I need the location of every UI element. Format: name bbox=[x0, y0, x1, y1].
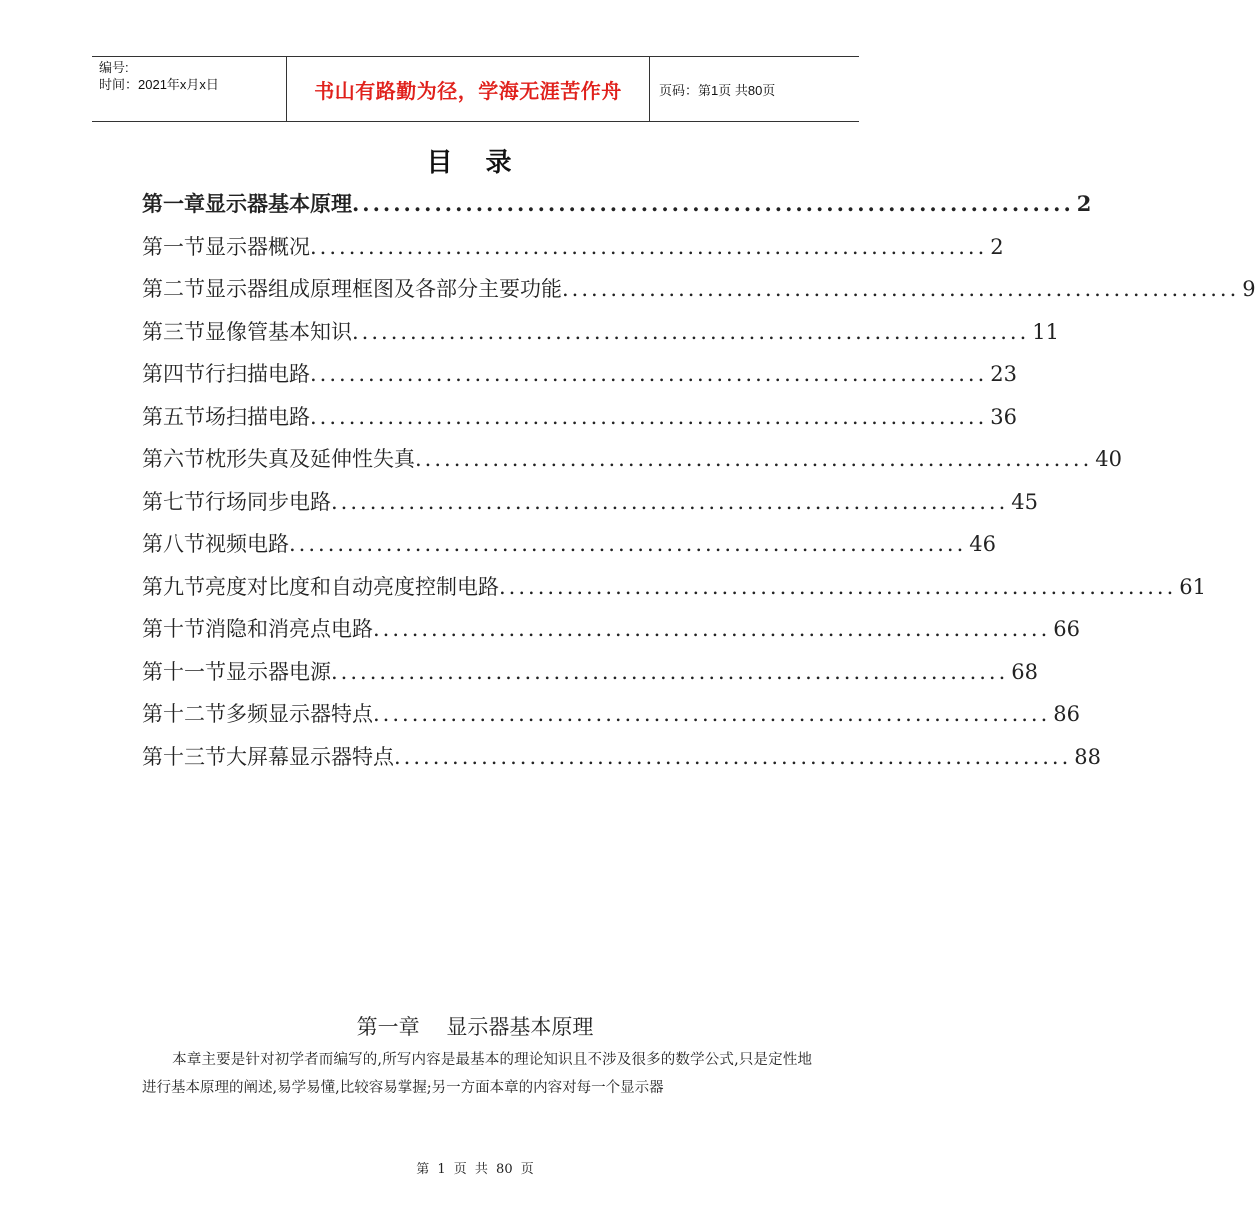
toc-entry[interactable] bbox=[142, 613, 1081, 656]
toc-entry-page: 45 bbox=[1011, 489, 1039, 514]
toc-entry-section: 第七节 bbox=[142, 489, 205, 514]
toc-entry-section: 第一章 bbox=[142, 191, 205, 216]
toc-leader-dots: ...................................................................... bbox=[310, 362, 988, 386]
toc-entry-title: 亮度对比度和自动亮度控制电路 bbox=[205, 574, 499, 599]
toc-entry-page: 68 bbox=[1011, 659, 1039, 684]
header-motto: 书山有路勤为径，学海无涯苦作舟 bbox=[287, 57, 650, 121]
toc-entry-title: 枕形失真及延伸性失真 bbox=[205, 447, 415, 471]
toc-entry[interactable] bbox=[142, 443, 1123, 486]
toc-leader-dots: ...................................................................... bbox=[499, 574, 1177, 599]
toc-leader-dots: ...................................................................... bbox=[331, 489, 1009, 514]
toc-chapter-entry[interactable] bbox=[142, 188, 1092, 231]
toc-entry-section: 第一节 bbox=[142, 234, 205, 259]
toc-entry[interactable] bbox=[142, 656, 1039, 699]
document-number-label: 编号: bbox=[99, 60, 129, 75]
header-page-info: 页码：第1页 共80页 bbox=[659, 82, 776, 98]
toc-leader-dots: ...................................................................... bbox=[394, 744, 1072, 769]
toc-entry-title: 显示器基本原理 bbox=[205, 191, 352, 216]
toc-entry-section: 第四节 bbox=[142, 362, 205, 386]
toc-entry-title: 显示器概况 bbox=[205, 234, 310, 259]
toc-entry[interactable] bbox=[142, 401, 1018, 444]
toc-entry-page: 40 bbox=[1095, 447, 1123, 471]
toc-entry-page: 88 bbox=[1074, 744, 1102, 769]
toc-leader-dots: ...................................................................... bbox=[289, 532, 967, 556]
toc-leader-dots: ...................................................................... bbox=[373, 702, 1051, 726]
toc-entry[interactable] bbox=[142, 571, 1207, 614]
toc-leader-dots: ...................................................................... bbox=[373, 617, 1051, 641]
toc-entry-title: 行场同步电路 bbox=[205, 489, 331, 514]
toc-entries bbox=[142, 231, 1256, 784]
intro-text: 本章主要是针对初学者而编写的,所写内容是最基本的理论知识且不涉及很多的数学公式,只是定性地进行基本原理的阐述,易学易懂,比较容易掌握;另一方面本章的内容对每一个显示器 bbox=[142, 1052, 812, 1096]
toc-entry-page: 36 bbox=[990, 404, 1018, 429]
toc-entry-title: 显示器电源 bbox=[226, 659, 331, 684]
toc-entry-section: 第六节 bbox=[142, 447, 205, 471]
toc-entry[interactable] bbox=[142, 358, 1018, 401]
toc-entry-title: 多频显示器特点 bbox=[226, 702, 373, 726]
toc-entry[interactable] bbox=[142, 273, 1256, 316]
toc-entry-section: 第五节 bbox=[142, 404, 205, 429]
header-meta bbox=[92, 57, 287, 121]
toc-entry-section: 第九节 bbox=[142, 574, 205, 599]
toc-entry-title: 行扫描电路 bbox=[205, 362, 310, 386]
toc-title: 目 录 bbox=[426, 148, 524, 178]
toc-entry-title: 大屏幕显示器特点 bbox=[226, 744, 394, 769]
toc-entry-title: 显示器组成原理框图及各部分主要功能 bbox=[205, 277, 562, 301]
toc-leader-dots: ...................................................................... bbox=[352, 319, 1030, 344]
toc-leader-dots: ...................................................................... bbox=[415, 447, 1093, 471]
toc-entry-section: 第十节 bbox=[142, 617, 205, 641]
toc-entry-page: 9 bbox=[1242, 277, 1256, 301]
page-header bbox=[92, 56, 859, 122]
toc-entry-title: 场扫描电路 bbox=[205, 404, 310, 429]
page-footer: 第 1 页 共 80 页 bbox=[416, 1162, 534, 1177]
toc-entry-title: 消隐和消亮点电路 bbox=[205, 617, 373, 641]
intro-paragraph bbox=[142, 1046, 812, 1102]
toc-entry-page: 23 bbox=[990, 362, 1018, 386]
toc-entry-section: 第三节 bbox=[142, 319, 205, 344]
document-time-label: 时间：2021年x月x日 bbox=[99, 77, 219, 92]
toc-entry[interactable] bbox=[142, 486, 1039, 529]
toc-entry[interactable] bbox=[142, 741, 1102, 784]
toc-entry-page: 2 bbox=[1076, 191, 1092, 216]
toc-entry-section: 第十二节 bbox=[142, 702, 226, 726]
toc-entry-page: 86 bbox=[1053, 702, 1081, 726]
toc-leader-dots: ...................................................................... bbox=[331, 659, 1009, 684]
toc-entry-page: 2 bbox=[990, 234, 1004, 259]
toc-entry-page: 11 bbox=[1032, 319, 1060, 344]
toc-entry-section: 第十一节 bbox=[142, 659, 226, 684]
chapter-heading: 第一章 显示器基本原理 bbox=[356, 1015, 594, 1039]
toc-entry[interactable] bbox=[142, 316, 1060, 359]
toc-leader-dots: ...................................................................... bbox=[352, 191, 1074, 216]
toc-entry-page: 66 bbox=[1053, 617, 1081, 641]
toc-leader-dots: ...................................................................... bbox=[310, 234, 988, 259]
toc-entry-title: 视频电路 bbox=[205, 532, 289, 556]
toc-entry-section: 第十三节 bbox=[142, 744, 226, 769]
toc-entry-section: 第二节 bbox=[142, 277, 205, 301]
toc-entry-page: 46 bbox=[969, 532, 997, 556]
toc-entry[interactable] bbox=[142, 528, 997, 571]
toc-entry-page: 61 bbox=[1179, 574, 1207, 599]
toc-leader-dots: ...................................................................... bbox=[310, 404, 988, 429]
toc-entry[interactable] bbox=[142, 698, 1081, 741]
toc-entry-section: 第八节 bbox=[142, 532, 205, 556]
toc-entry-title: 显像管基本知识 bbox=[205, 319, 352, 344]
toc-leader-dots: ...................................................................... bbox=[562, 277, 1240, 301]
table-of-contents bbox=[142, 188, 1256, 783]
toc-entry[interactable] bbox=[142, 231, 1004, 274]
